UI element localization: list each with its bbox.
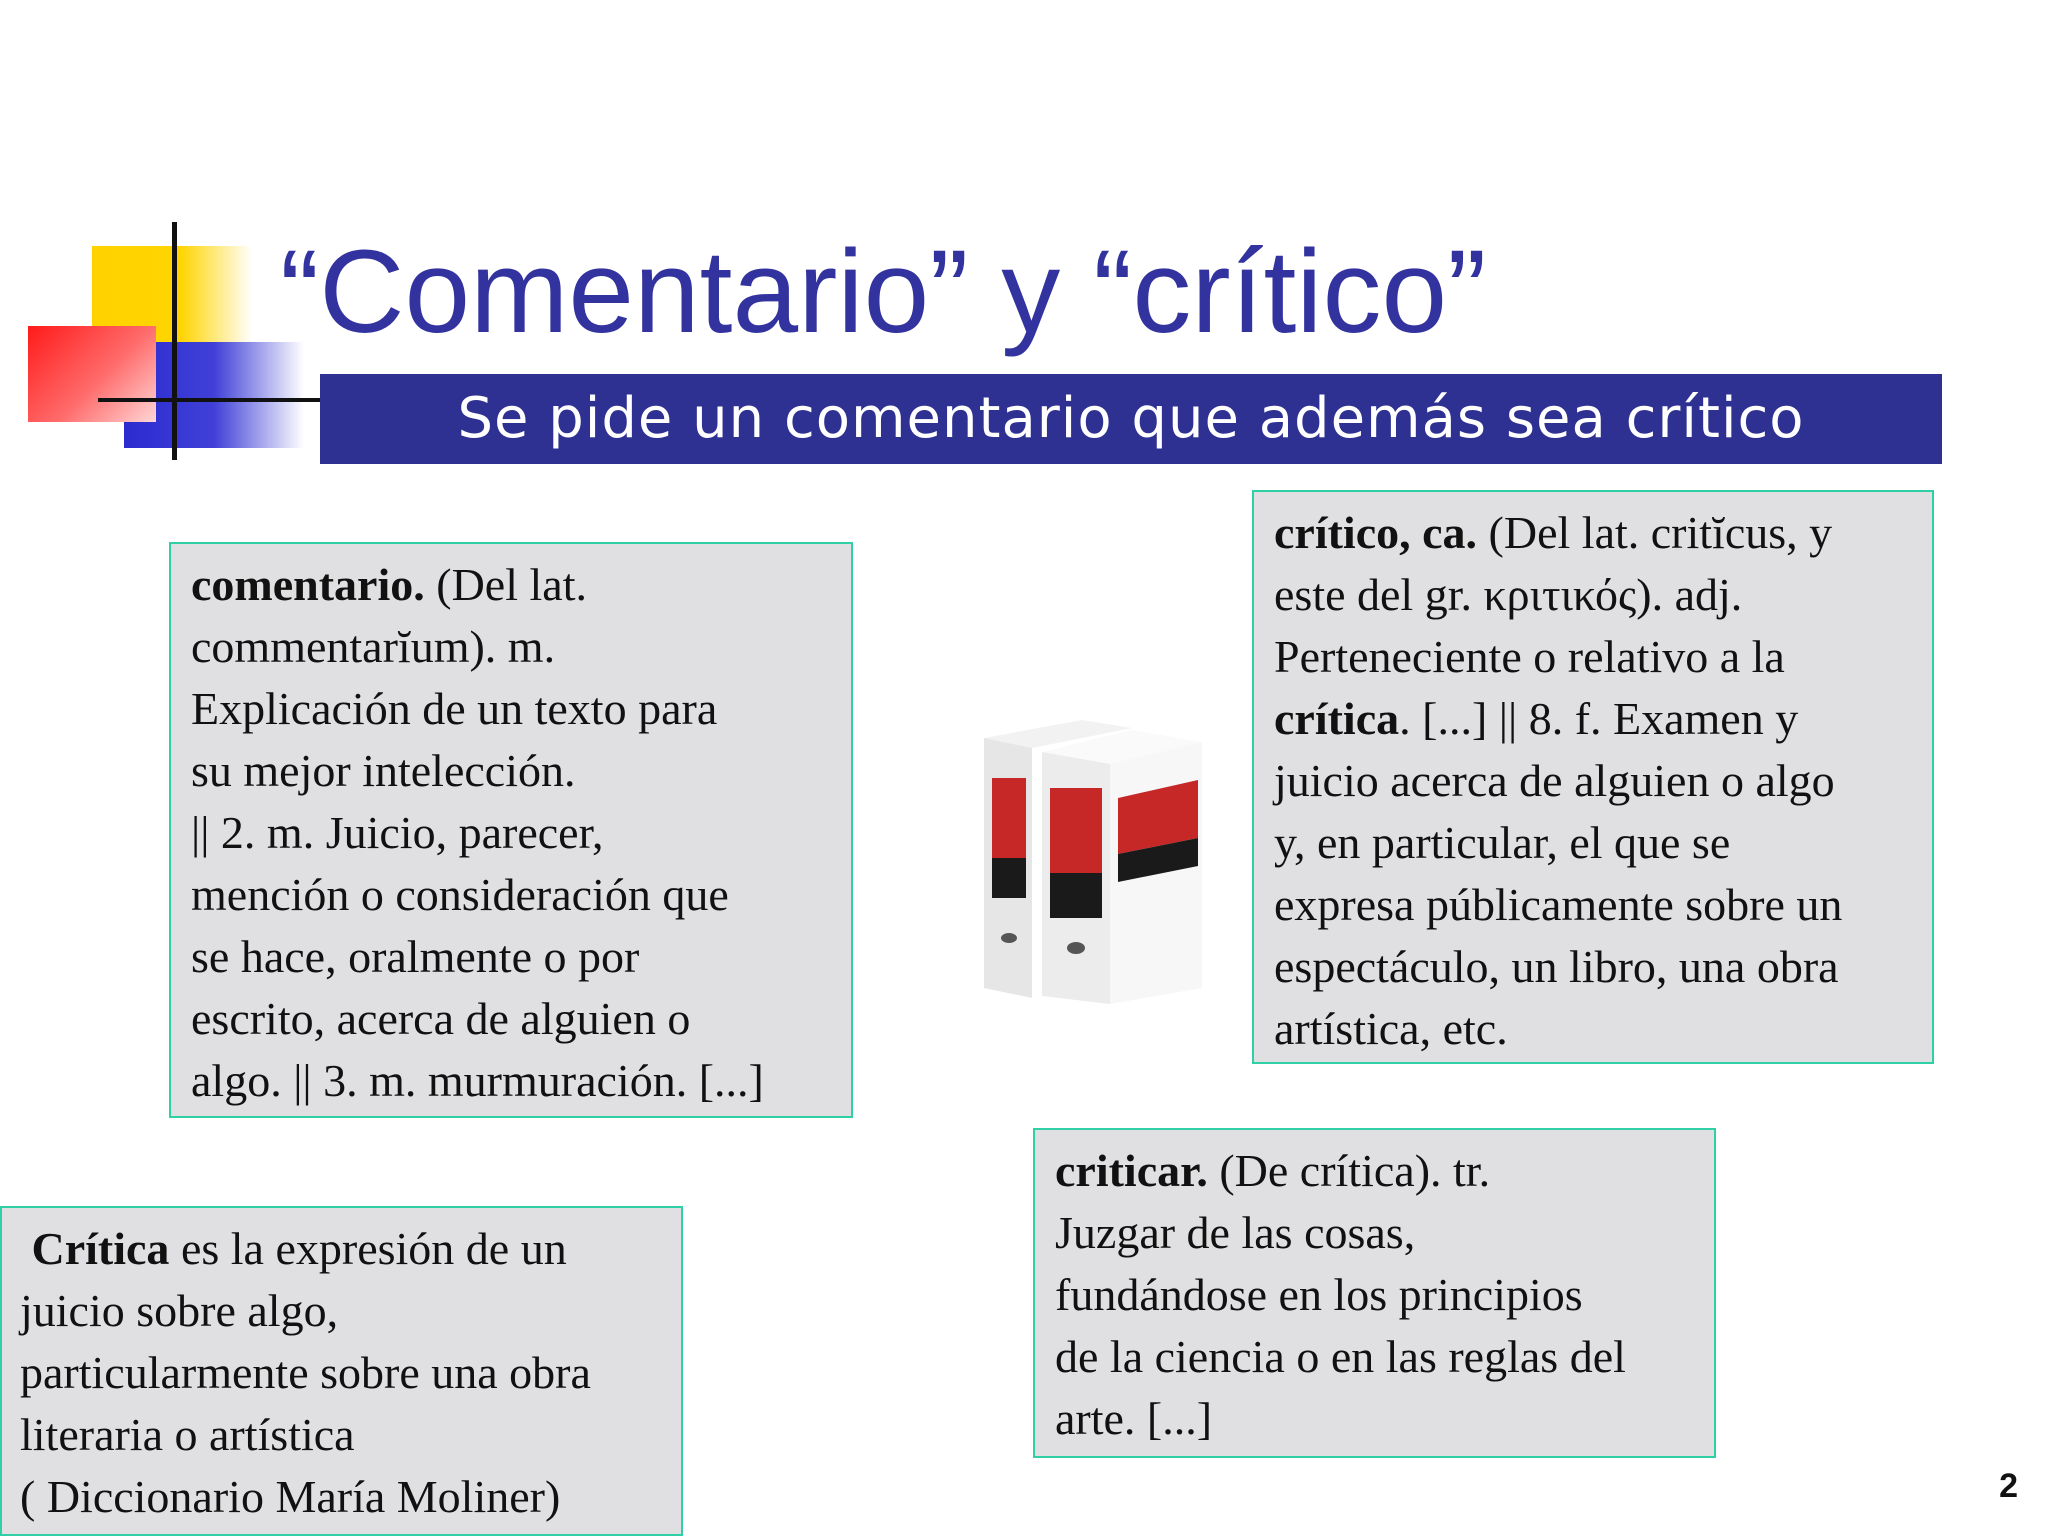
logo-vertical-line: [172, 222, 177, 460]
critico-line-9: artística, etc.: [1274, 1003, 1508, 1054]
critico-line-7: expresa públicamente sobre un: [1274, 879, 1843, 930]
critica-line-3: particularmente sobre una obra: [20, 1347, 591, 1398]
critico-line-1: crítico, ca. (Del lat. critĭcus, y: [1274, 507, 1833, 558]
comentario-line-9: algo. || 3. m. murmuración. [...]: [191, 1055, 764, 1106]
page-number: 2: [1999, 1467, 2018, 1505]
comentario-line-6: mención o consideración que: [191, 869, 729, 920]
criticar-line-5: arte. [...]: [1055, 1393, 1213, 1444]
books-icon: [962, 708, 1230, 1008]
definition-comentario: [169, 542, 853, 1118]
criticar-line-2: Juzgar de las cosas,: [1055, 1207, 1416, 1258]
comentario-headword: comentario.: [191, 559, 425, 610]
comentario-line-3: Explicación de un texto para: [191, 683, 718, 734]
comentario-line-7: se hace, oralmente o por: [191, 931, 640, 982]
critica-line-4: literaria o artística: [20, 1409, 355, 1460]
critico-line-4: crítica. [...] || 8. f. Examen y: [1274, 693, 1799, 744]
comentario-line-4: su mejor intelección.: [191, 745, 576, 796]
criticar-line-3: fundándose en los principios: [1055, 1269, 1583, 1320]
definition-criticar: [1033, 1128, 1716, 1458]
critico-line-3: Perteneciente o relativo a la: [1274, 631, 1785, 682]
dictionary-books-image: [962, 708, 1230, 1008]
criticar-headword: criticar.: [1055, 1145, 1208, 1196]
critica-line-2: juicio sobre algo,: [20, 1285, 339, 1336]
logo-horizontal-line: [98, 398, 320, 402]
critico-headword: crítico, ca.: [1274, 507, 1478, 558]
subtitle-text: Se pide un comentario que además sea crítico: [457, 386, 1805, 451]
comentario-line-8: escrito, acerca de alguien o: [191, 993, 691, 1044]
critica-line-1: Crítica es la expresión de un: [31, 1223, 567, 1274]
slide-title: “Comentario” y “crítico”: [280, 226, 1487, 358]
comentario-line-2: commentarĭum). m.: [191, 621, 556, 672]
definition-critico: [1252, 490, 1934, 1064]
critico-line-8: espectáculo, un libro, una obra: [1274, 941, 1839, 992]
subtitle-banner: [320, 374, 1942, 464]
comentario-line-1: comentario. (Del lat.: [191, 559, 587, 610]
critico-line-2: este del gr. κριτικός). adj.: [1274, 569, 1743, 620]
comentario-line-5: || 2. m. Juicio, parecer,: [191, 807, 604, 858]
critica-headword: Crítica: [31, 1223, 170, 1274]
critico-line-6: y, en particular, el que se: [1274, 817, 1731, 868]
logo-red-square: [28, 326, 156, 422]
criticar-line-4: de la ciencia o en las reglas del: [1055, 1331, 1626, 1382]
critico-line-5: juicio acerca de alguien o algo: [1274, 755, 1835, 806]
criticar-line-1: criticar. (De crítica). tr.: [1055, 1145, 1491, 1196]
definition-critica-moliner: [0, 1206, 683, 1536]
critica-line-5: ( Diccionario María Moliner): [20, 1471, 561, 1522]
